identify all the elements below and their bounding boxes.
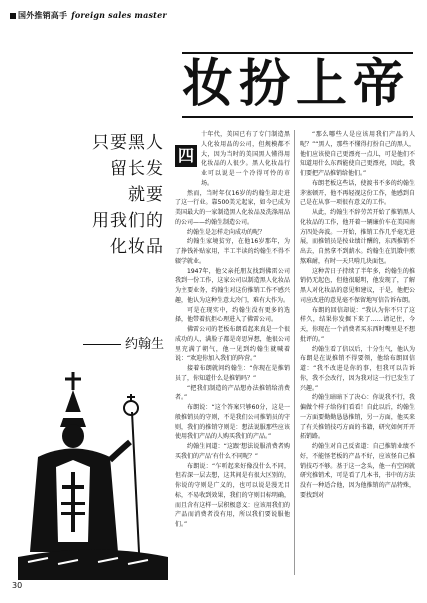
paragraph: 布朗的回信却说：“我认为你不只了这样久，结果你发掘下来了……请记住，今天，你现在一个消费者买东西时嘴里是不想批评的。” <box>300 306 415 343</box>
paragraph: 约翰生是怎样走向成功的呢？ <box>187 228 266 236</box>
subtitle-line: 用我们的 <box>92 211 164 231</box>
paragraph: 接着布朗就问约翰生：“你现在是推销员了，你知道什么是推销吗？” <box>175 365 290 382</box>
article-column-2 <box>300 130 415 582</box>
title-top-rule <box>182 52 413 54</box>
section-header <box>10 10 167 21</box>
paragraph: 然而，当时年仅16岁的约翰生却走进了这一行业。靠500美元起家，如今已成为美国最大的一家制造黑人化妆品及洗涤用品的公司——约翰生制造公司。 <box>175 189 290 226</box>
paragraph: 布朗说：“这个答案只够60分，这是一般推销员的守则，不是我们公司推销员的守则，我们的推销守则是：想法说服那些应该使用我们产品的人购买我们的产品。” <box>175 404 290 441</box>
paragraph: 布朗老板这些话，使渡书不多的约翰生茅塞顿开，他不再轻视这份工作，他感到自己是在从事一项很有意义的工作。 <box>300 179 415 207</box>
subtitle-line: 就要 <box>128 185 164 205</box>
section-title: 国外推销高手 <box>18 11 68 20</box>
byline-dash <box>83 344 121 345</box>
priest-illustration <box>18 372 168 580</box>
article-column-1 <box>175 130 290 582</box>
paragraph: 佛雷公司的老板布朗看起来真是一个很成功的人，满脸子都是奇思异想，他很公司里充满了朝气，他一见到约翰生就喊着说：“欢迎你加入我们的阵营。” <box>175 326 290 363</box>
paragraph: 十年代，美国已有了专门制造黑人化妆用品的公司，但规模都不大，因为当时的美国黑人懂得用化妆品的人很少。黑人化妆品行业可以说是一个冷得可怜的市场。 <box>201 131 290 187</box>
drop-cap: 四 <box>175 145 197 167</box>
author-name: 约翰生 <box>124 337 164 352</box>
paragraph: 约翰生对自己反省道：自己推销业绩不好，不能怪老板的产品不好，应该怪自己推销技巧不够。基于这一念头，他一有空闲就研究推销术，可是看了几本书，书中的方法没有一种适合他，因为他推销的产品特殊，要找到对 <box>300 443 415 499</box>
section-title-en: foreign sales master <box>71 10 167 20</box>
subtitle <box>14 130 164 260</box>
paragraph: 约翰生看了信以后，十分生气，他认为布朗是在说推销不得要领，他给布朗回信道：“我不改进是你的事，但我可以告诉你，我不会改行，因为我对这一行已发生了兴趣。” <box>300 345 415 392</box>
paragraph: 约翰生家境贫穷，在他16岁那年，为了挣钱补贴家用，半工半读的约翰生不得不辍学就业。 <box>175 238 290 265</box>
paragraph: 1947年，他父亲托朋友找到佛雷公司我到一份工作，这家公司以制造黑人化妆品为主要业务，约翰生对这份推销工作不感兴趣，他认为这种生意太冷门，难有大作为。 <box>175 267 290 304</box>
paragraph: “那么哪些人是应该用我们产品的人呢？”“黑人，那些不懂得打扮自己的黑人，他们应该使自己更漂亮一点儿，可是他们不知道用什么东西能使自己更漂亮，因此，我们要把产品推销给他们。” <box>300 131 415 177</box>
paragraph: “把我们制造的产品想办法推销给消费者。” <box>175 384 290 402</box>
article-title: 妆扮上帝 <box>182 56 411 114</box>
paragraph: 这种苦日子持续了半年多，约翰生的推销仍无起色，但他很聪明，他发现了，了解黑人对化妆品的意见和建议，于是，他把公司应改进的意见毫不保留地写信告诉布朗。 <box>300 267 415 304</box>
subtitle-line: 留长发 <box>110 159 164 179</box>
page-number: 30 <box>12 581 23 590</box>
paragraph: 可是在现实中，约翰生没有更多的选择，他带着抗拒心理进入了佛雷公司。 <box>175 306 290 324</box>
paragraph: 从此，约翰生不辞劳苦开始了推销黑人化妆品的工作，他开着一辆廉价车在美国南方四处奔波。一开始，推销工作几乎毫无进展，而推销员是按业绩计酬的，东西推销不出去，自然拿不到薪水。约翰生在饥饿中煎熬难耐，有时一天只啃几块面包。 <box>300 209 415 265</box>
subtitle-line: 只要黑人 <box>92 133 164 153</box>
author-byline <box>14 333 164 352</box>
square-bullet-icon <box>10 13 16 19</box>
paragraph: 约翰生问道：“这跟‘想法说服消费者购买我们的产品’有什么不同呢？” <box>175 443 290 460</box>
title-bottom-rule <box>182 116 413 118</box>
subtitle-line: 化妆品 <box>110 237 164 257</box>
column-divider <box>294 130 295 575</box>
paragraph: 约翰生暗暗下了决心：你说我不行，我偏做个样子给你们看看！自此以后，约翰生一方面要勤勤恳恳推销，另一方面，他买来了有关推销技巧方面的书籍，研究如何开开拓销路。 <box>300 394 415 441</box>
paragraph: 布朗说：“乍听起来好像没什么不同，但若深一层去想，这其间是有很大区别的，你说的守则是广义的，也可以说是漫无目标，不易收到效果，我们的守则目标明确，而且含有这样一层积极意义：应该用我们的产品而消费者没有用，所以我们要说服他们。” <box>175 462 290 528</box>
